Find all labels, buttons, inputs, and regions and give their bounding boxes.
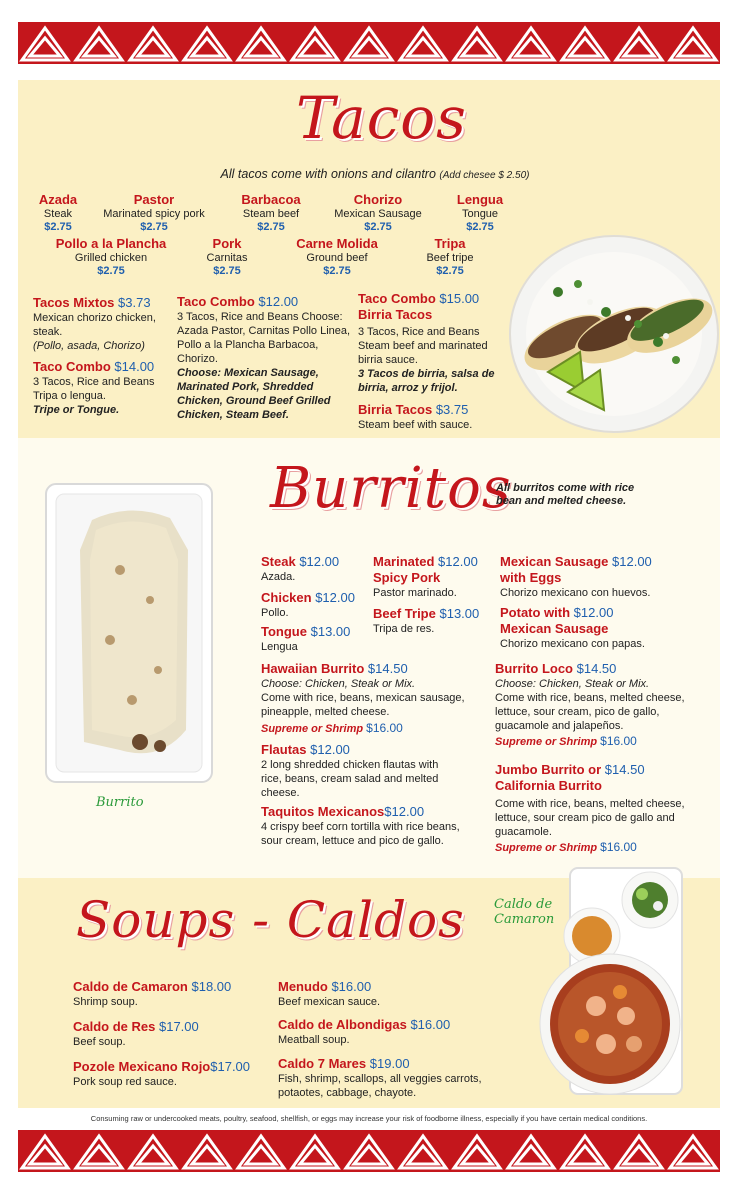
burrito-marinated-pork: Marinated $12.00 Spicy Pork Pastor marinado. [373,554,478,599]
burritos-intro: All burritos come with rice bean and melted cheese. [496,482,635,507]
taco-pork: Pork Carnitas $2.75 [206,236,248,277]
taco-combo-14: Taco Combo $14.00 3 Tacos, Rice and Beans Tripa o lengua. Tripe or Tongue. [33,359,155,416]
burrito-flautas: Flautas $12.00 2 long shredded chicken flautas with rice, beans, cream salad and melted cheese. [261,742,439,799]
soup-photo-caption: Caldo de Camaron [494,897,555,927]
burrito-tongue: Tongue $13.00 Lengua [261,624,351,653]
burrito-jumbo-california: Jumbo Burrito or $14.50 California Burrito Come with rice, beans, melted cheese, lettuce, sour cream pico de gallo and guacamole. Supreme or Shrimp $16.00 [495,762,685,854]
burrito-steak: Steak $12.00 Azada. [261,554,340,583]
soup-pozole: Pozole Mexicano Rojo$17.00 Pork soup red sauce. [73,1059,251,1088]
taco-chorizo: Chorizo Mexican Sausage $2.75 [334,192,422,233]
burrito-potato-sausage: Potato with $12.00 Mexican Sausage Chorizo mexicano con papas. [500,605,645,650]
soup-caldo-res: Caldo de Res $17.00 Beef soup. [73,1019,199,1048]
burritos-title: Burritos [270,456,512,521]
burrito-loco: Burrito Loco $14.50 Choose: Chicken, Steak or Mix. Come with rice, beans, melted cheese, lettuce, sour cream, pico de gallo, guacamole and jalapeños. Supreme or Shrimp $16.00 [495,661,685,748]
soups-title: Soups - Caldos [76,891,465,949]
bottom-decorative-border [18,1130,720,1172]
burrito-beef-tripe: Beef Tripe $13.00 Tripa de res. [373,606,480,635]
soup-7-mares: Caldo 7 Mares $19.00 Fish, shrimp, scallops, all veggies carrots, potaotes, cabbage, chayote. [278,1056,482,1099]
taco-tripa: Tripa Beef tripe $2.75 [426,236,474,277]
taco-pollo-plancha: Pollo a la Plancha Grilled chicken $2.75 [55,236,167,277]
soup-photo [536,866,684,1098]
taco-barbacoa: Barbacoa Steam beef $2.75 [241,192,301,233]
burrito-hawaiian: Hawaiian Burrito $14.50 Choose: Chicken, Steak or Mix. Come with rice, beans, mexican sausage, pineapple, melted cheese. Supreme or Shrimp $16.00 [261,661,465,735]
burrito-photo-caption: Burrito [96,795,144,810]
burrito-taquitos: Taquitos Mexicanos$12.00 4 crispy beef corn tortilla with rice beans, sour cream, lettuce and pico de gallo. [261,804,460,847]
soup-menudo: Menudo $16.00 Beef mexican sauce. [278,979,381,1008]
taco-combo-15: Taco Combo $15.00 Birria Tacos 3 Tacos, Rice and Beans Steam beef and marinated birria sauce. 3 Tacos de birria, salsa de birria, arroz y frijol. [358,291,495,394]
taco-combo-12: Taco Combo $12.00 3 Tacos, Rice and Beans Choose: Azada Pastor, Carnitas Pollo Linea, Pollo a la Plancha Barbacoa, Chorizo. Choose: Mexican Sausage, Marinated Pork, Shredded Chicken, Ground Beef Grilled Chicken, Steam Beef. [177,294,351,421]
taco-lengua: Lengua Tongue $2.75 [456,192,504,233]
soup-caldo-camaron: Caldo de Camaron $18.00 Shrimp soup. [73,979,232,1008]
tacos-title: Tacos [296,84,467,152]
tacos-mixtos: Tacos Mixtos $3.73 Mexican chorizo chicken, steak. (Pollo, asada, Chorizo) [33,295,156,352]
tacos-photo [508,232,720,438]
tacos-intro: All tacos come with onions and cilantro (Add chesee $ 2.50) [220,167,530,181]
top-decorative-border [18,22,720,64]
foodborne-illness-disclaimer: Consuming raw or undercooked meats, poultry, seafood, shellfish, or eggs may increase your risk of foodborne illness, especially if you have certain medical conditions. [90,1114,648,1123]
burrito-chicken: Chicken $12.00 Pollo. [261,590,355,619]
soup-albondigas: Caldo de Albondigas $16.00 Meatball soup. [278,1017,451,1046]
burrito-sausage-eggs: Mexican Sausage $12.00 with Eggs Chorizo mexicano con huevos. [500,554,652,599]
taco-pastor: Pastor Marinated spicy pork $2.75 [103,192,205,233]
taco-azada: Azada Steak $2.75 [38,192,78,233]
birria-tacos: Birria Tacos $3.75 Steam beef with sauce. [358,402,473,431]
burrito-photo [40,480,218,786]
taco-carne-molida: Carne Molida Ground beef $2.75 [296,236,378,277]
